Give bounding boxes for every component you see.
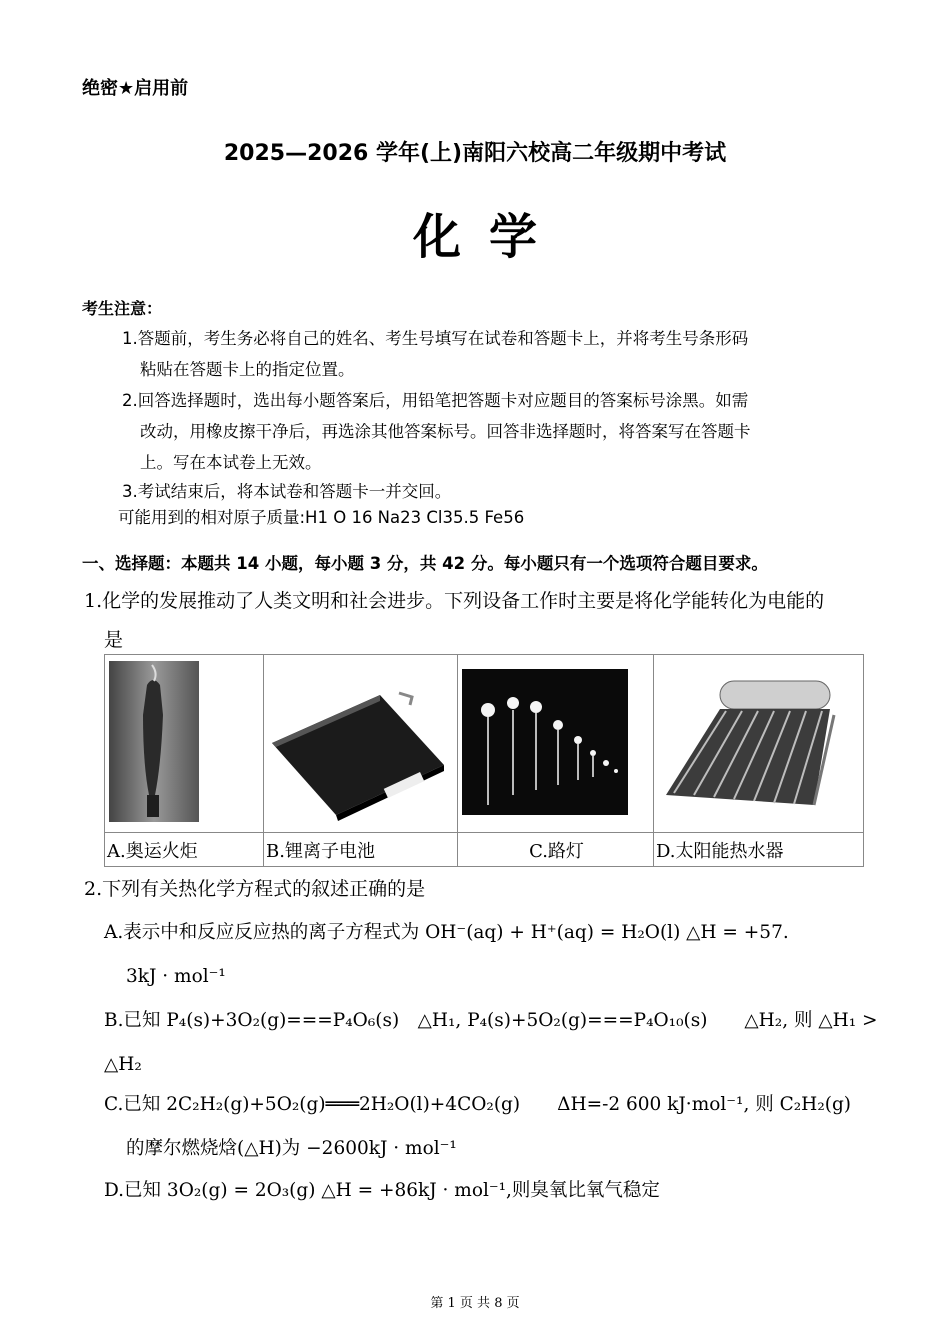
section-1-heading: 一、选择题：本题共 14 小题，每小题 3 分，共 42 分。每小题只有一个选项符合题目要求。 — [82, 554, 768, 573]
battery-image-cell — [264, 655, 458, 833]
subject-title: 化学 — [412, 209, 565, 265]
q1-option-a: A.奥运火炬 — [105, 833, 264, 867]
lithium-battery-icon — [264, 655, 457, 828]
q2-option-c-line-2: 的摩尔燃烧焓(△H)为 −2600kJ · mol⁻¹ — [126, 1138, 457, 1159]
exam-title: 2025—2026 学年(上)南阳六校高二年级期中考试 — [223, 141, 727, 166]
atomic-mass-line: 可能用到的相对原子质量:H1 O 16 Na23 Cl35.5 Fe56 — [118, 508, 525, 527]
notice-item-2-line-3: 上。写在本试卷上无效。 — [140, 453, 322, 472]
solar-heater-image-cell — [654, 655, 864, 833]
q2-stem: 2.下列有关热化学方程式的叙述正确的是 — [84, 878, 426, 900]
q1-stem-line-1: 1.化学的发展推动了人类文明和社会进步。下列设备工作时主要是将化学能转化为电能的 — [84, 590, 825, 612]
notice-heading: 考生注意： — [82, 299, 163, 318]
q1-option-b: B.锂离子电池 — [264, 833, 458, 867]
q1-stem-line-2: 是 — [104, 629, 124, 651]
q2-option-b-line-2: △H₂ — [104, 1054, 142, 1075]
olympic-torch-icon — [105, 655, 263, 828]
q1-options-table — [104, 654, 864, 867]
q1-option-c: C.路灯 — [458, 833, 654, 867]
q2-option-c-line-1: C.已知 2C₂H₂(g)+5O₂(g)═══2H₂O(l)+4CO₂(g) ΔH=-2 600 kJ·mol⁻¹, 则 C₂H₂(g) — [104, 1094, 852, 1115]
q2-option-a-line-1: A.表示中和反应反应热的离子方程式为 OH⁻(aq) + H⁺(aq) = H₂O(l) △H = +57. — [104, 922, 789, 943]
q2-option-b-line-1: B.已知 P₄(s)+3O₂(g)===P₄O₆(s) △H₁, P₄(s)+5O₂(g)===P₄O₁₀(s) △H₂, 则 △H₁ > — [104, 1010, 878, 1031]
q2-option-d-line-1: D.已知 3O₂(g) = 2O₃(g) △H = +86kJ · mol⁻¹,则臭氧比氧气稳定 — [104, 1180, 660, 1201]
q2-option-a-line-2: 3kJ · mol⁻¹ — [126, 966, 226, 987]
solar-water-heater-icon — [654, 655, 863, 828]
notice-item-2-line-2: 改动，用橡皮擦干净后，再选涂其他答案标号。回答非选择题时，将答案写在答题卡 — [140, 422, 751, 441]
torch-image-cell — [105, 655, 264, 833]
notice-item-3: 3.考试结束后，将本试卷和答题卡一并交回。 — [122, 482, 452, 501]
notice-item-1-line-1: 1.答题前，考生务必将自己的姓名、考生号填写在试卷和答题卡上，并将考生号条形码 — [122, 329, 749, 348]
page-footer: 第 1 页 共 8 页 — [430, 1296, 520, 1311]
street-lamp-icon — [458, 655, 653, 828]
secret-label: 绝密★启用前 — [82, 78, 189, 99]
notice-item-2-line-1: 2.回答选择题时，选出每小题答案后，用铅笔把答题卡对应题目的答案标号涂黑。如需 — [122, 391, 749, 410]
q1-option-d: D.太阳能热水器 — [654, 833, 864, 867]
notice-item-1-line-2: 粘贴在答题卡上的指定位置。 — [140, 360, 355, 379]
street-lamp-image-cell — [458, 655, 654, 833]
